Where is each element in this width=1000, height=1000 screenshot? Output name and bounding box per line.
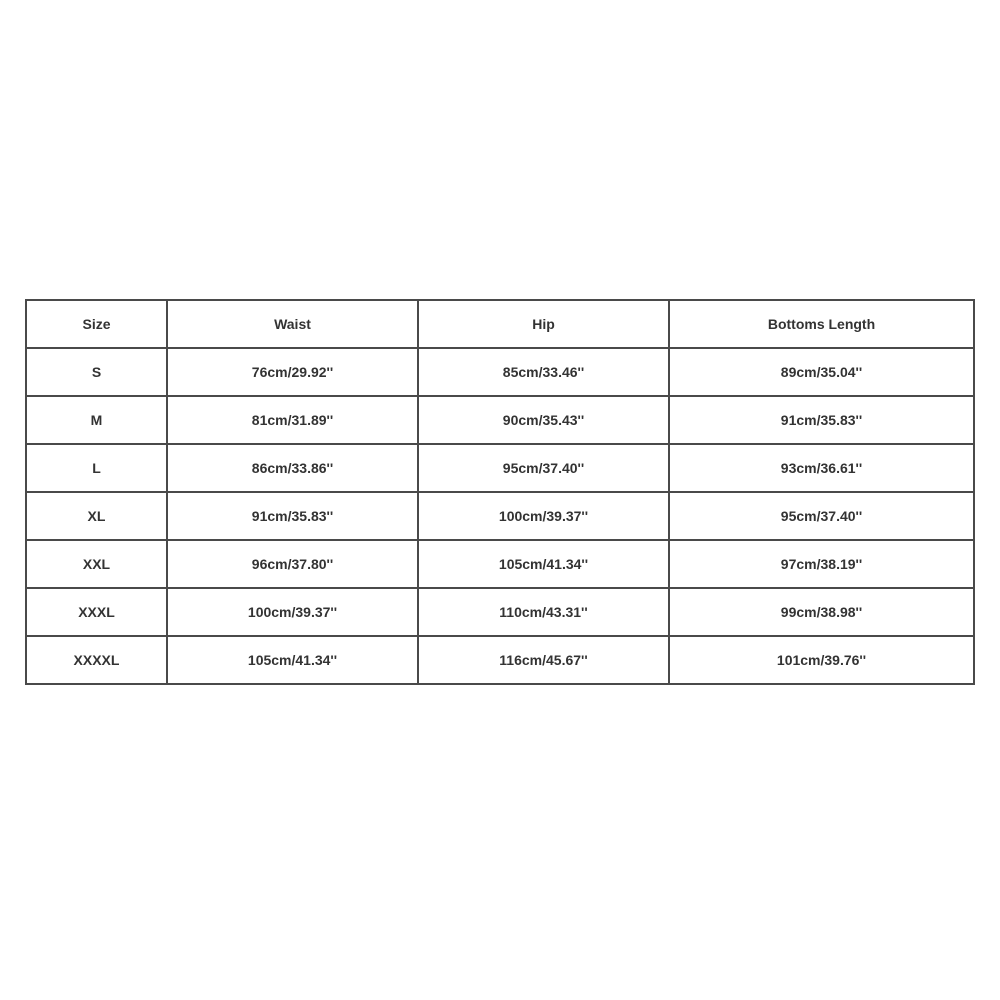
header-waist: Waist (167, 300, 418, 348)
cell-waist: 100cm/39.37'' (167, 588, 418, 636)
cell-size: XXXL (26, 588, 167, 636)
cell-bottoms-length: 93cm/36.61'' (669, 444, 974, 492)
cell-waist: 105cm/41.34'' (167, 636, 418, 684)
table-row (26, 636, 974, 684)
cell-bottoms-length: 91cm/35.83'' (669, 396, 974, 444)
header-hip: Hip (418, 300, 669, 348)
table-row (26, 396, 974, 444)
cell-size: S (26, 348, 167, 396)
cell-hip: 116cm/45.67'' (418, 636, 669, 684)
cell-hip: 105cm/41.34'' (418, 540, 669, 588)
cell-size: XXL (26, 540, 167, 588)
cell-bottoms-length: 101cm/39.76'' (669, 636, 974, 684)
cell-bottoms-length: 97cm/38.19'' (669, 540, 974, 588)
cell-bottoms-length: 89cm/35.04'' (669, 348, 974, 396)
cell-size: XL (26, 492, 167, 540)
table-row (26, 348, 974, 396)
table-row (26, 444, 974, 492)
table-row (26, 540, 974, 588)
cell-size: XXXXL (26, 636, 167, 684)
table-row (26, 492, 974, 540)
size-chart-table (25, 299, 975, 685)
cell-hip: 100cm/39.37'' (418, 492, 669, 540)
cell-bottoms-length: 95cm/37.40'' (669, 492, 974, 540)
header-size: Size (26, 300, 167, 348)
cell-waist: 76cm/29.92'' (167, 348, 418, 396)
cell-hip: 85cm/33.46'' (418, 348, 669, 396)
cell-waist: 91cm/35.83'' (167, 492, 418, 540)
cell-hip: 90cm/35.43'' (418, 396, 669, 444)
header-bottoms-length: Bottoms Length (669, 300, 974, 348)
cell-hip: 95cm/37.40'' (418, 444, 669, 492)
table-row (26, 588, 974, 636)
cell-size: M (26, 396, 167, 444)
table-header-row (26, 300, 974, 348)
cell-waist: 81cm/31.89'' (167, 396, 418, 444)
cell-hip: 110cm/43.31'' (418, 588, 669, 636)
cell-waist: 86cm/33.86'' (167, 444, 418, 492)
cell-waist: 96cm/37.80'' (167, 540, 418, 588)
cell-bottoms-length: 99cm/38.98'' (669, 588, 974, 636)
cell-size: L (26, 444, 167, 492)
